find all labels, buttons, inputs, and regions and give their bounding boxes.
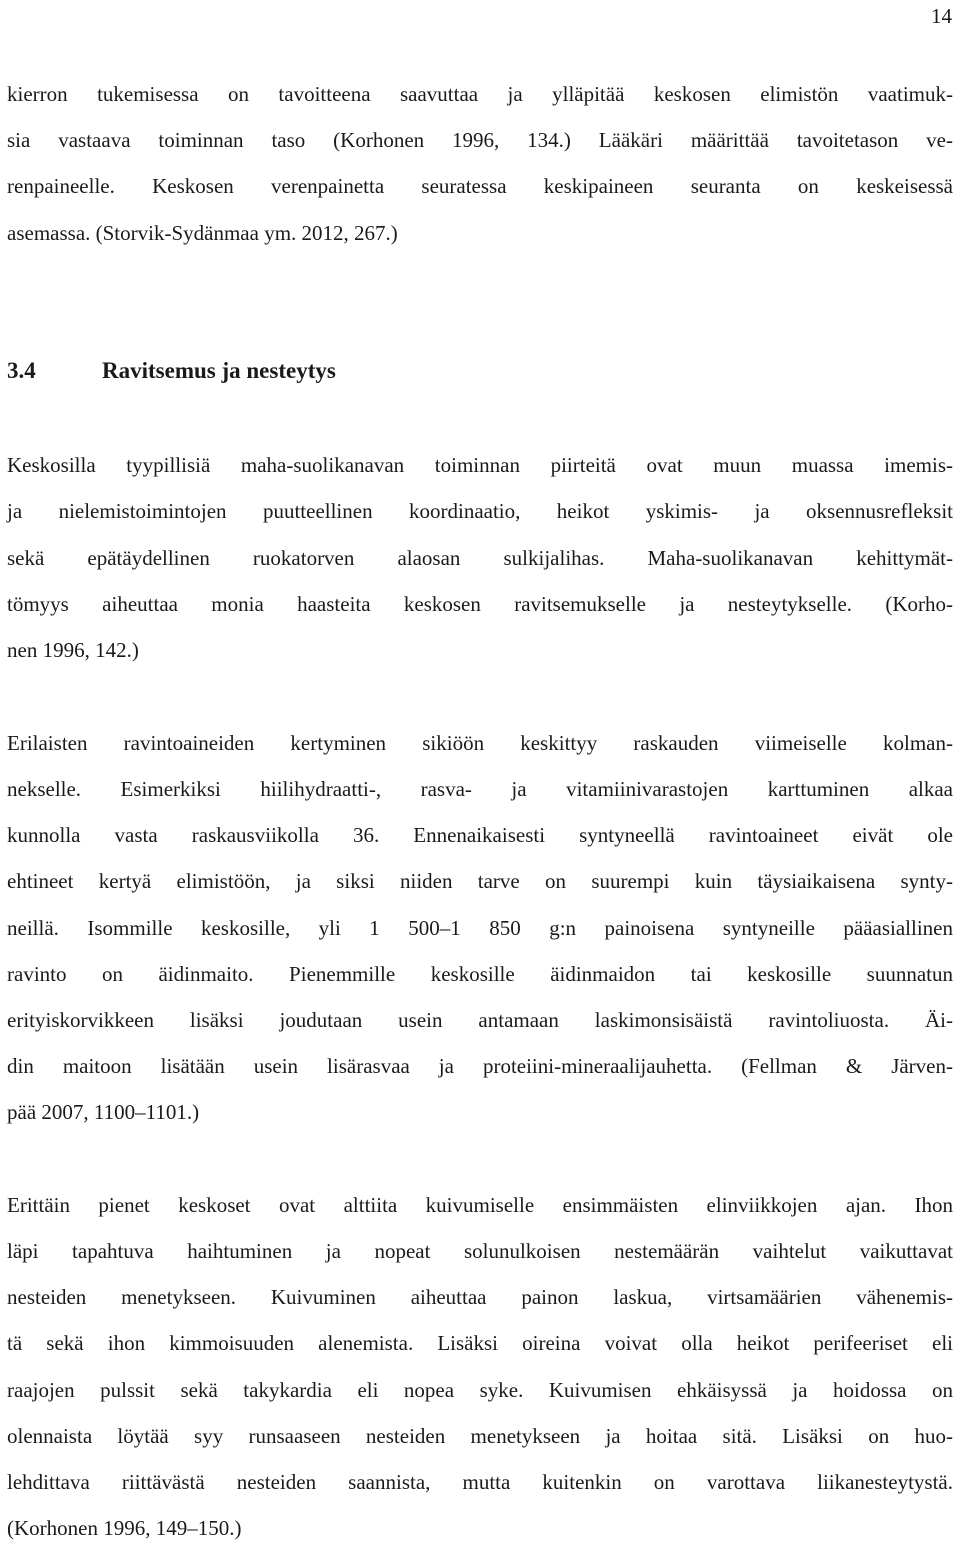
section-title: Ravitsemus ja nesteytys	[102, 358, 336, 383]
text-line: tömyys aiheuttaa monia haasteita keskosen ravitsemukselle ja nesteytykselle. (Korho-	[7, 592, 953, 616]
text-line: din maitoon lisätään usein lisärasvaa ja proteiini-mineraalijauhetta. (Fellman & Järven-	[7, 1054, 953, 1078]
text-line: neillä. Isommille keskosille, yli 1 500–1 850 g:n painoisena syntyneille pääasiallinen	[7, 916, 953, 940]
text-line: nekselle. Esimerkiksi hiilihydraatti-, rasva- ja vitamiinivarastojen karttuminen alkaa	[7, 777, 953, 801]
text-line: läpi tapahtuva haihtuminen ja nopeat solunulkoisen nestemäärän vaihtelut vaikuttavat	[7, 1239, 953, 1263]
text-line: olennaista löytää syy runsaaseen nesteiden menetykseen ja hoitaa sitä. Lisäksi on huo-	[7, 1424, 953, 1448]
text-line: ravinto on äidinmaito. Pienemmille keskosille äidinmaidon tai keskosille suunnatun	[7, 962, 953, 986]
text-line: kunnolla vasta raskausviikolla 36. Ennenaikaisesti syntyneellä ravintoaineet eivät ole	[7, 823, 953, 847]
text-line: ehtineet kertyä elimistöön, ja siksi niiden tarve on suurempi kuin täysiaikaisena synty-	[7, 869, 953, 893]
page-number: 14	[931, 4, 952, 28]
text-line: Erittäin pienet keskoset ovat alttiita kuivumiselle ensimmäisten elinviikkojen ajan. Ihon	[7, 1193, 953, 1217]
text-line: pää 2007, 1100–1101.)	[7, 1100, 200, 1124]
text-line: sia vastaava toiminnan taso (Korhonen 1996, 134.) Lääkäri määrittää tavoitetason ve-	[7, 128, 953, 152]
text-line: asemassa. (Storvik-Sydänmaa ym. 2012, 267.)	[7, 221, 398, 245]
text-line: nesteiden menetykseen. Kuivuminen aiheuttaa painon laskua, virtsamäärien vähenemis-	[7, 1285, 953, 1309]
text-line: kierron tukemisessa on tavoitteena saavuttaa ja ylläpitää keskosen elimistön vaatimuk-	[7, 82, 953, 106]
text-line: nen 1996, 142.)	[7, 638, 139, 662]
text-line: raajojen pulssit sekä takykardia eli nopea syke. Kuivumisen ehkäisyssä ja hoidossa on	[7, 1378, 953, 1402]
text-line: erityiskorvikkeen lisäksi joudutaan usein antamaan laskimonsisäistä ravintoliuosta. Äi-	[7, 1008, 953, 1032]
text-line: Erilaisten ravintoaineiden kertyminen sikiöön keskittyy raskauden viimeiselle kolman-	[7, 731, 953, 755]
text-line: lehdittava riittävästä nesteiden saannista, mutta kuitenkin on varottava liikanesteytystä.	[7, 1470, 953, 1494]
text-line: tä sekä ihon kimmoisuuden alenemista. Lisäksi oireina voivat olla heikot perifeeriset eli	[7, 1331, 953, 1355]
text-line: Keskosilla tyypillisiä maha-suolikanavan toiminnan piirteitä ovat muun muassa imemis-	[7, 453, 953, 477]
text-line: ja nielemistoimintojen puutteellinen koordinaatio, heikot yskimis- ja oksennusrefleksit	[7, 499, 953, 523]
text-line: (Korhonen 1996, 149–150.)	[7, 1516, 242, 1540]
text-line: renpaineelle. Keskosen verenpainetta seuratessa keskipaineen seuranta on keskeisessä	[7, 174, 953, 198]
section-number: 3.4	[7, 358, 36, 383]
text-line: sekä epätäydellinen ruokatorven alaosan sulkijalihas. Maha-suolikanavan kehittymät-	[7, 546, 953, 570]
section-heading	[7, 358, 336, 384]
